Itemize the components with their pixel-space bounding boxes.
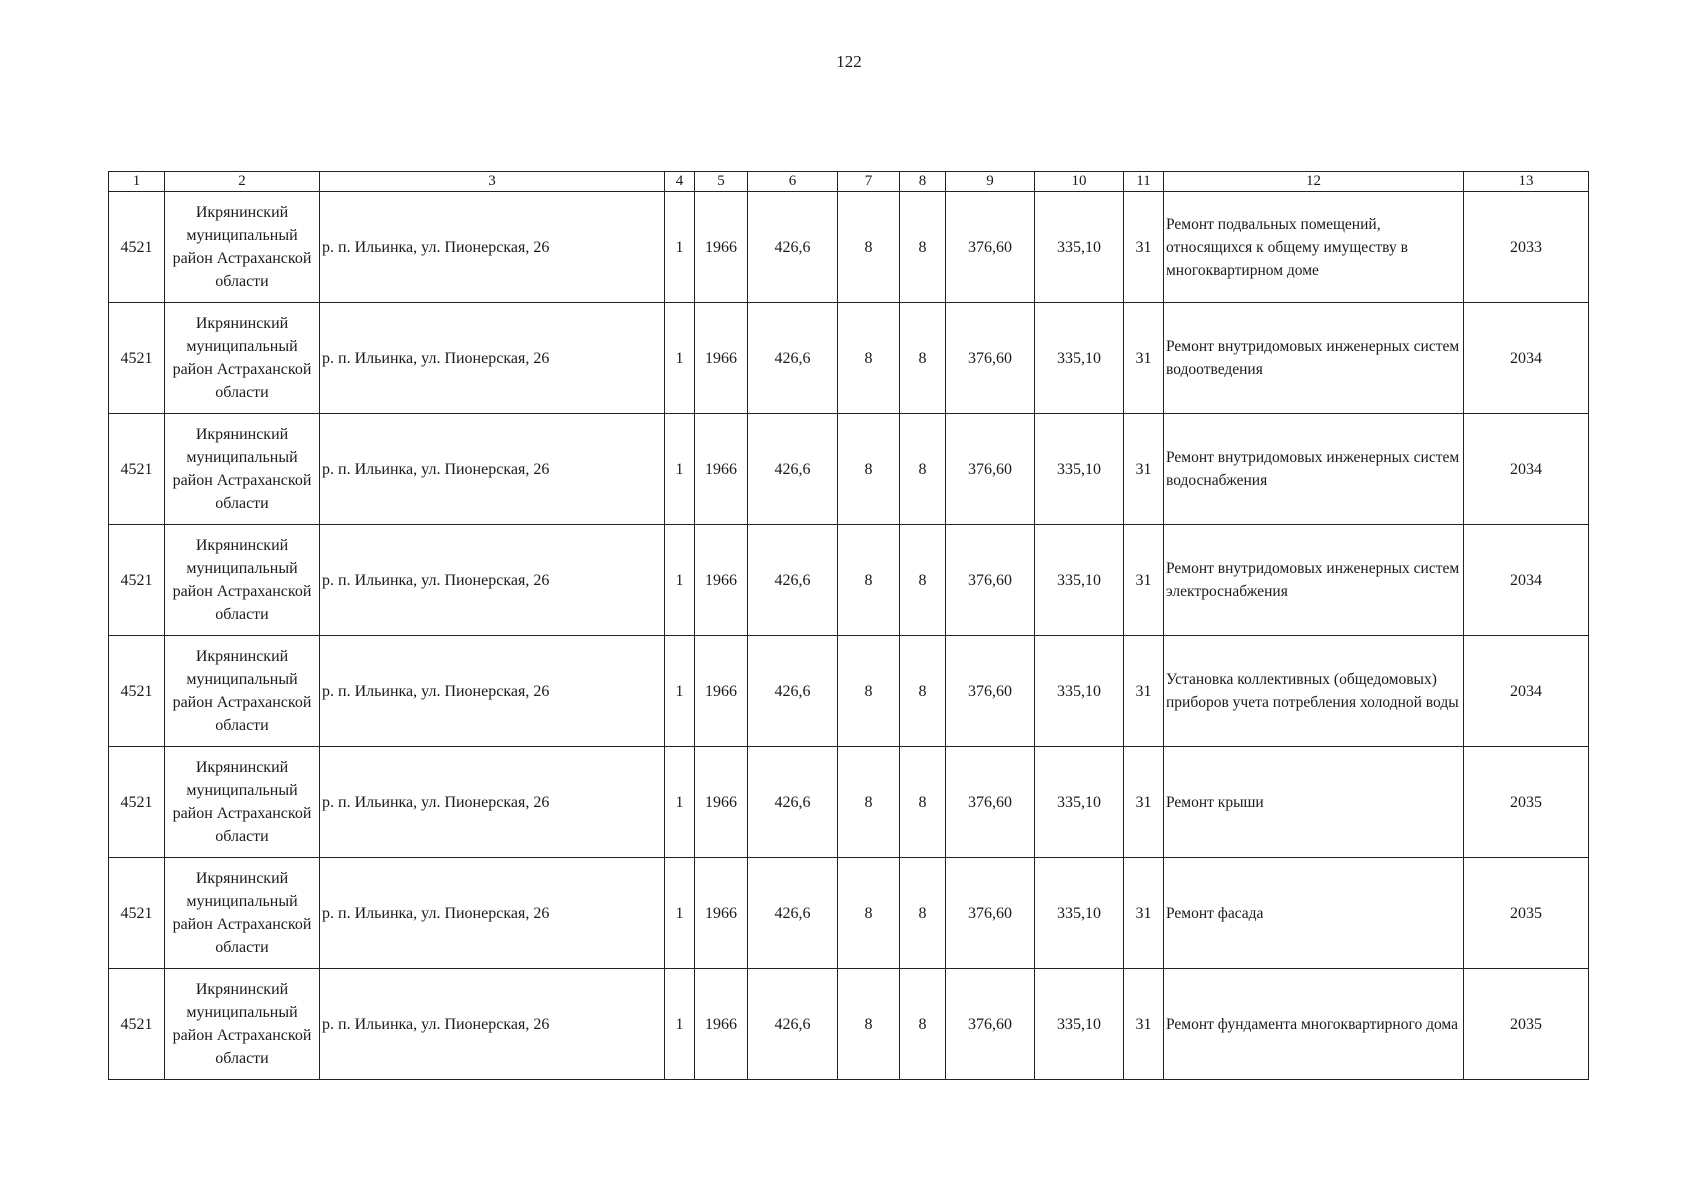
column-number-5: 5 [695,172,748,192]
column-7-cell: 8 [838,303,900,414]
district-cell: Икрянинский муниципальный район Астраханской области [165,636,320,747]
column-4-cell: 1 [665,303,695,414]
work-type-cell: Ремонт крыши [1164,747,1464,858]
address-cell: р. п. Ильинка, ул. Пионерская, 26 [320,192,665,303]
district-cell: Икрянинский муниципальный район Астраханской области [165,303,320,414]
column-8-cell: 8 [900,969,946,1080]
column-11-cell: 31 [1124,303,1164,414]
build-year-cell: 1966 [695,636,748,747]
object-id-cell: 4521 [109,747,165,858]
plan-year-cell: 2035 [1464,747,1589,858]
column-number-2: 2 [165,172,320,192]
district-cell: Икрянинский муниципальный район Астраханской области [165,192,320,303]
column-10-cell: 335,10 [1035,192,1124,303]
plan-year-cell: 2035 [1464,858,1589,969]
plan-year-cell: 2034 [1464,525,1589,636]
column-7-cell: 8 [838,192,900,303]
build-year-cell: 1966 [695,969,748,1080]
build-year-cell: 1966 [695,303,748,414]
column-11-cell: 31 [1124,192,1164,303]
column-11-cell: 31 [1124,747,1164,858]
column-7-cell: 8 [838,525,900,636]
object-id-cell: 4521 [109,858,165,969]
column-10-cell: 335,10 [1035,414,1124,525]
district-cell: Икрянинский муниципальный район Астраханской области [165,525,320,636]
work-type-cell: Ремонт фундамента многоквартирного дома [1164,969,1464,1080]
column-11-cell: 31 [1124,636,1164,747]
column-9-cell: 376,60 [946,858,1035,969]
column-8-cell: 8 [900,303,946,414]
column-8-cell: 8 [900,747,946,858]
column-number-4: 4 [665,172,695,192]
column-4-cell: 1 [665,525,695,636]
object-id-cell: 4521 [109,969,165,1080]
column-8-cell: 8 [900,192,946,303]
district-cell: Икрянинский муниципальный район Астраханской области [165,747,320,858]
column-7-cell: 8 [838,747,900,858]
build-year-cell: 1966 [695,747,748,858]
table-body [109,192,1589,1080]
column-number-13: 13 [1464,172,1589,192]
object-id-cell: 4521 [109,303,165,414]
column-6-cell: 426,6 [748,192,838,303]
column-4-cell: 1 [665,858,695,969]
table-row [109,858,1589,969]
column-10-cell: 335,10 [1035,636,1124,747]
column-8-cell: 8 [900,858,946,969]
work-type-cell: Ремонт фасада [1164,858,1464,969]
column-number-7: 7 [838,172,900,192]
table-row [109,747,1589,858]
column-number-1: 1 [109,172,165,192]
column-number-9: 9 [946,172,1035,192]
address-cell: р. п. Ильинка, ул. Пионерская, 26 [320,747,665,858]
column-number-10: 10 [1035,172,1124,192]
table-row [109,303,1589,414]
column-number-12: 12 [1164,172,1464,192]
address-cell: р. п. Ильинка, ул. Пионерская, 26 [320,858,665,969]
district-cell: Икрянинский муниципальный район Астраханской области [165,414,320,525]
column-number-8: 8 [900,172,946,192]
column-8-cell: 8 [900,414,946,525]
column-number-6: 6 [748,172,838,192]
column-9-cell: 376,60 [946,969,1035,1080]
column-9-cell: 376,60 [946,525,1035,636]
plan-year-cell: 2034 [1464,636,1589,747]
district-cell: Икрянинский муниципальный район Астраханской области [165,969,320,1080]
object-id-cell: 4521 [109,525,165,636]
build-year-cell: 1966 [695,858,748,969]
column-4-cell: 1 [665,192,695,303]
plan-year-cell: 2033 [1464,192,1589,303]
table-row [109,525,1589,636]
address-cell: р. п. Ильинка, ул. Пионерская, 26 [320,636,665,747]
build-year-cell: 1966 [695,525,748,636]
district-cell: Икрянинский муниципальный район Астраханской области [165,858,320,969]
column-10-cell: 335,10 [1035,303,1124,414]
column-6-cell: 426,6 [748,636,838,747]
column-6-cell: 426,6 [748,747,838,858]
column-11-cell: 31 [1124,969,1164,1080]
table-row [109,636,1589,747]
column-10-cell: 335,10 [1035,858,1124,969]
column-7-cell: 8 [838,414,900,525]
column-9-cell: 376,60 [946,636,1035,747]
plan-year-cell: 2035 [1464,969,1589,1080]
object-id-cell: 4521 [109,636,165,747]
table-row [109,414,1589,525]
column-6-cell: 426,6 [748,525,838,636]
plan-year-cell: 2034 [1464,414,1589,525]
column-10-cell: 335,10 [1035,747,1124,858]
column-9-cell: 376,60 [946,414,1035,525]
column-11-cell: 31 [1124,858,1164,969]
column-9-cell: 376,60 [946,747,1035,858]
column-7-cell: 8 [838,636,900,747]
plan-year-cell: 2034 [1464,303,1589,414]
column-7-cell: 8 [838,858,900,969]
column-6-cell: 426,6 [748,303,838,414]
page-number: 122 [836,52,862,71]
object-id-cell: 4521 [109,192,165,303]
column-4-cell: 1 [665,747,695,858]
column-9-cell: 376,60 [946,192,1035,303]
address-cell: р. п. Ильинка, ул. Пионерская, 26 [320,969,665,1080]
build-year-cell: 1966 [695,192,748,303]
column-8-cell: 8 [900,636,946,747]
column-7-cell: 8 [838,969,900,1080]
work-type-cell: Ремонт подвальных помещений, относящихся к общему имуществу в многоквартирном доме [1164,192,1464,303]
column-11-cell: 31 [1124,414,1164,525]
address-cell: р. п. Ильинка, ул. Пионерская, 26 [320,525,665,636]
column-10-cell: 335,10 [1035,969,1124,1080]
column-11-cell: 31 [1124,525,1164,636]
column-9-cell: 376,60 [946,303,1035,414]
column-6-cell: 426,6 [748,414,838,525]
column-4-cell: 1 [665,969,695,1080]
work-type-cell: Установка коллективных (общедомовых) приборов учета потребления холодной воды [1164,636,1464,747]
column-number-3: 3 [320,172,665,192]
column-8-cell: 8 [900,525,946,636]
work-type-cell: Ремонт внутридомовых инженерных систем электроснабжения [1164,525,1464,636]
table-row [109,192,1589,303]
column-6-cell: 426,6 [748,969,838,1080]
object-id-cell: 4521 [109,414,165,525]
work-type-cell: Ремонт внутридомовых инженерных систем водоотведения [1164,303,1464,414]
work-type-cell: Ремонт внутридомовых инженерных систем водоснабжения [1164,414,1464,525]
address-cell: р. п. Ильинка, ул. Пионерская, 26 [320,303,665,414]
column-4-cell: 1 [665,414,695,525]
column-number-row [109,172,1589,192]
table-row [109,969,1589,1080]
column-6-cell: 426,6 [748,858,838,969]
build-year-cell: 1966 [695,414,748,525]
register-table [108,171,1589,1080]
column-4-cell: 1 [665,636,695,747]
column-10-cell: 335,10 [1035,525,1124,636]
address-cell: р. п. Ильинка, ул. Пионерская, 26 [320,414,665,525]
column-number-11: 11 [1124,172,1164,192]
